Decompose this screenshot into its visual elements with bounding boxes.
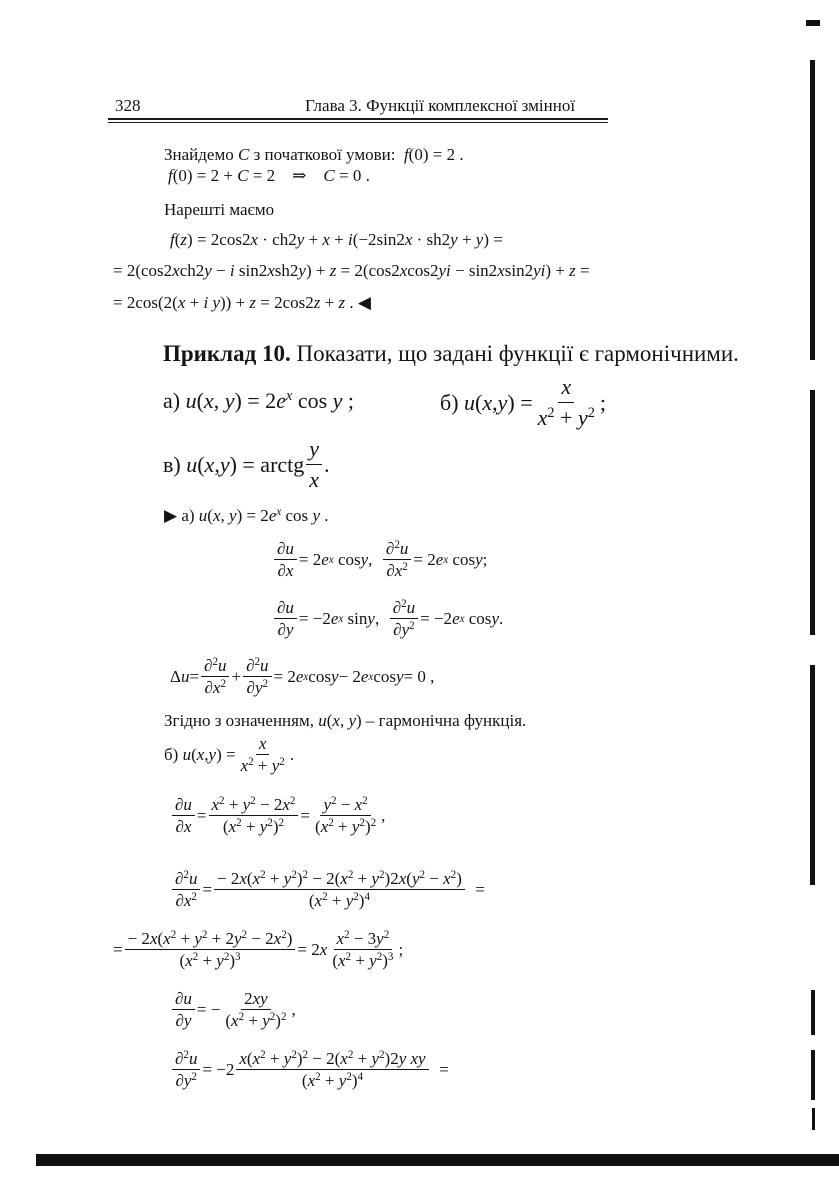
scan-bottom-border (36, 1154, 839, 1166)
equation: = 2(cos2xch2y − i sin2xsh2y) + z = 2(cos2xcos2yi − sin2xsin2yi) + z = (113, 261, 590, 280)
equation: f(z) = 2cos2x · ch2y + x + i(−2sin2x · sh2y + y) = (170, 230, 503, 249)
solution-b-start: б) u ( x , y ) = $\frac{x}{x^2 + y^2}$ . (164, 734, 295, 775)
equation: $\frac{\partial^2u}{\partial y^2}$ = −2 $\frac{x(x^2 + y^2)^2 - 2(x^2 + y^2)2y xy}{(x^2 + y^2)^4}$ = (170, 1050, 449, 1089)
equation: = 2cos(2(x + i y)) + z = 2cos2z + z . ◀ (113, 293, 371, 312)
equation: $\frac{\partial u}{\partial y}$ = − $\frac{2xy}{(x^2 + y^2)^2}$ , (170, 990, 296, 1029)
header-rule (108, 122, 608, 123)
scan-mark (812, 1108, 815, 1130)
equation: $\frac{\partial u}{\partial x}$ = 2 e x cos y , $\frac{\partial^2u}{\partial x^2}$ = 2 e x cos y ; (272, 540, 487, 579)
scan-mark (806, 20, 820, 26)
example-heading: Приклад 10. Показати, що задані функції є гармонічними. (163, 341, 739, 366)
running-title: Глава 3. Функції комплексної змінної (305, 96, 576, 115)
find-constant-line: Знайдемо C з початкової умови: f(0) = 2 . (164, 145, 464, 164)
solution-a-start: ▶ а) u(x, $y) = 2e^x$ cos y . (164, 505, 329, 525)
part-v-statement: в) u ( x , y ) = arctg $\frac{y}{x}$ . (163, 436, 330, 492)
part-b-statement: б) u ( x , y ) = $\frac{x}{x^2 + y^2}$ ; (440, 374, 607, 430)
equation: $\frac{\partial^2u}{\partial x^2}$ = $\frac{- 2x(x^2 + y^2)^2 - 2(x^2 + y^2)2x(y^2 - x^2)}{(x^2 + y^2)^4}$ = (170, 870, 485, 909)
scan-mark (810, 390, 815, 635)
equation: f(0) = 2 + C = 2 ⇒ C = 0 . (168, 166, 370, 185)
equation: $\frac{\partial u}{\partial y}$ = −2 e x sin y , $\frac{\partial^2u}{\partial y^2}$ = −2 e x cos y . (272, 599, 503, 638)
conclusion-a: Згідно з означенням, u(x, y) – гармонічна функція. (164, 711, 527, 730)
part-a-statement: а) u(x, $y) = 2e^x$ cos y ; (163, 388, 355, 413)
equation: = $\frac{- 2x(x^2 + y^2 + 2y^2 - 2x^2)}{(x^2 + y^2)^3}$ = 2 x $\frac{x^2 - 3y^2}{(x^2 + y^2)^3}$ ; (113, 928, 404, 970)
laplacian-equation: Δ u = $\frac{\partial^2u}{\partial x^2}$ + $\frac{\partial^2u}{\partial y^2}$ = 2 e x cos y − 2 e x cos y = 0 , (170, 655, 435, 697)
scan-mark (810, 60, 815, 360)
scan-mark (811, 990, 815, 1035)
equation: $\frac{\partial u}{\partial x}$ = $\frac{x^2 + y^2 - 2x^2}{(x^2 + y^2)^2}$ = $\frac{y^2 - x^2}{(x^2 + y^2)^2}$ , (170, 796, 385, 835)
scan-mark (811, 1050, 815, 1100)
finally-text: Нарешті маємо (164, 200, 275, 219)
page-number: 328 (115, 96, 141, 115)
header-rule (108, 118, 608, 120)
scan-mark (810, 665, 815, 885)
